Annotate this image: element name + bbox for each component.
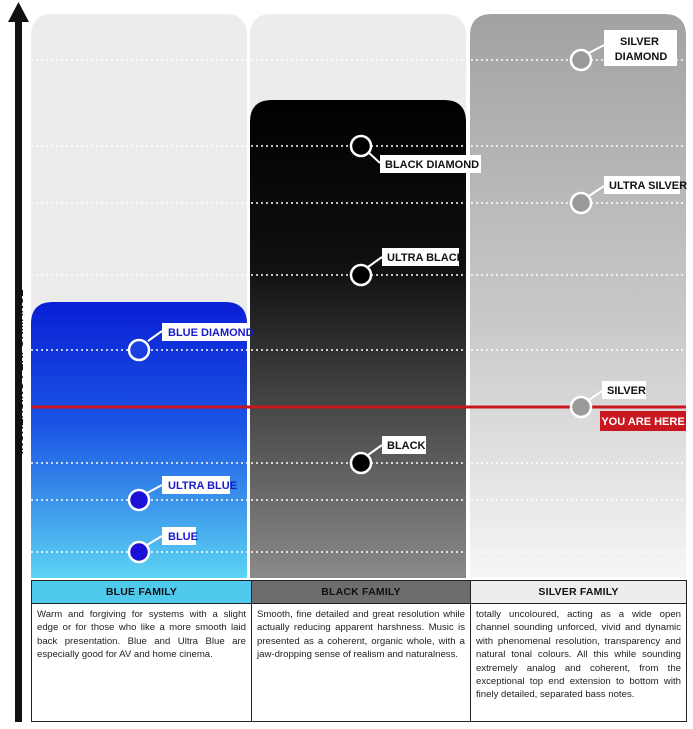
label-silver: SILVER bbox=[607, 385, 646, 397]
silver-family-column bbox=[470, 581, 686, 721]
silver-family-header: SILVER FAMILY bbox=[471, 581, 686, 604]
you-are-here-tag bbox=[600, 411, 686, 431]
black-family-column bbox=[251, 581, 470, 721]
label-silver-diamond-line-1: SILVER bbox=[620, 36, 659, 48]
axis-arrow-head bbox=[8, 2, 29, 22]
label-ultra-silver: ULTRA SILVER bbox=[609, 180, 688, 192]
family-description-table bbox=[31, 580, 687, 722]
label-black-diamond: BLACK DIAMOND bbox=[385, 159, 480, 171]
silver-family-description: totally uncoloured, acting as a wide open channel sounding unforced, vivid and dynamic with phenomenal resolution, transparency and natural tonal colours. All this while sounding extremely analog and coherent, from the exceptional top end extension to bottom with finely detailed, separated bass notes. bbox=[476, 609, 681, 701]
black-family-description: Smooth, fine detailed and great resolution while actually reducing apparent harshness. Music is presented as a coherent, organic whole, with a jaw-dropping sense of realism and naturalness. bbox=[257, 609, 465, 661]
node-silver-diamond bbox=[571, 50, 591, 70]
node-ultra-black bbox=[351, 265, 371, 285]
you-are-here-label: YOU ARE HERE bbox=[601, 416, 685, 428]
label-black: BLACK bbox=[387, 440, 426, 452]
silver-family-panel bbox=[470, 14, 686, 578]
label-ultra-blue: ULTRA BLUE bbox=[168, 480, 238, 492]
label-blue: BLUE bbox=[168, 531, 198, 543]
performance-axis bbox=[8, 2, 29, 722]
label-silver-diamond-line-2: DIAMOND bbox=[614, 51, 668, 63]
blue-family-description: Warm and forgiving for systems with a slight edge or for those who like a more smooth laid back presentation. Blue and Ultra Blue are especially good for AV and home cinema. bbox=[37, 609, 246, 661]
node-silver bbox=[571, 397, 591, 417]
node-ultra-silver bbox=[571, 193, 591, 213]
blue-family-header: BLUE FAMILY bbox=[32, 581, 251, 604]
black-family-header: BLACK FAMILY bbox=[252, 581, 470, 604]
blue-family-column bbox=[32, 581, 251, 721]
node-ultra-blue bbox=[129, 490, 149, 510]
node-black-diamond bbox=[351, 136, 371, 156]
axis-label: INCREASING PERFORMANCE bbox=[14, 289, 26, 454]
node-black bbox=[351, 453, 371, 473]
node-blue-diamond bbox=[129, 340, 149, 360]
label-blue-diamond: BLUE DIAMOND bbox=[168, 327, 254, 339]
node-blue bbox=[129, 542, 149, 562]
label-ultra-black: ULTRA BLACK bbox=[387, 252, 465, 264]
